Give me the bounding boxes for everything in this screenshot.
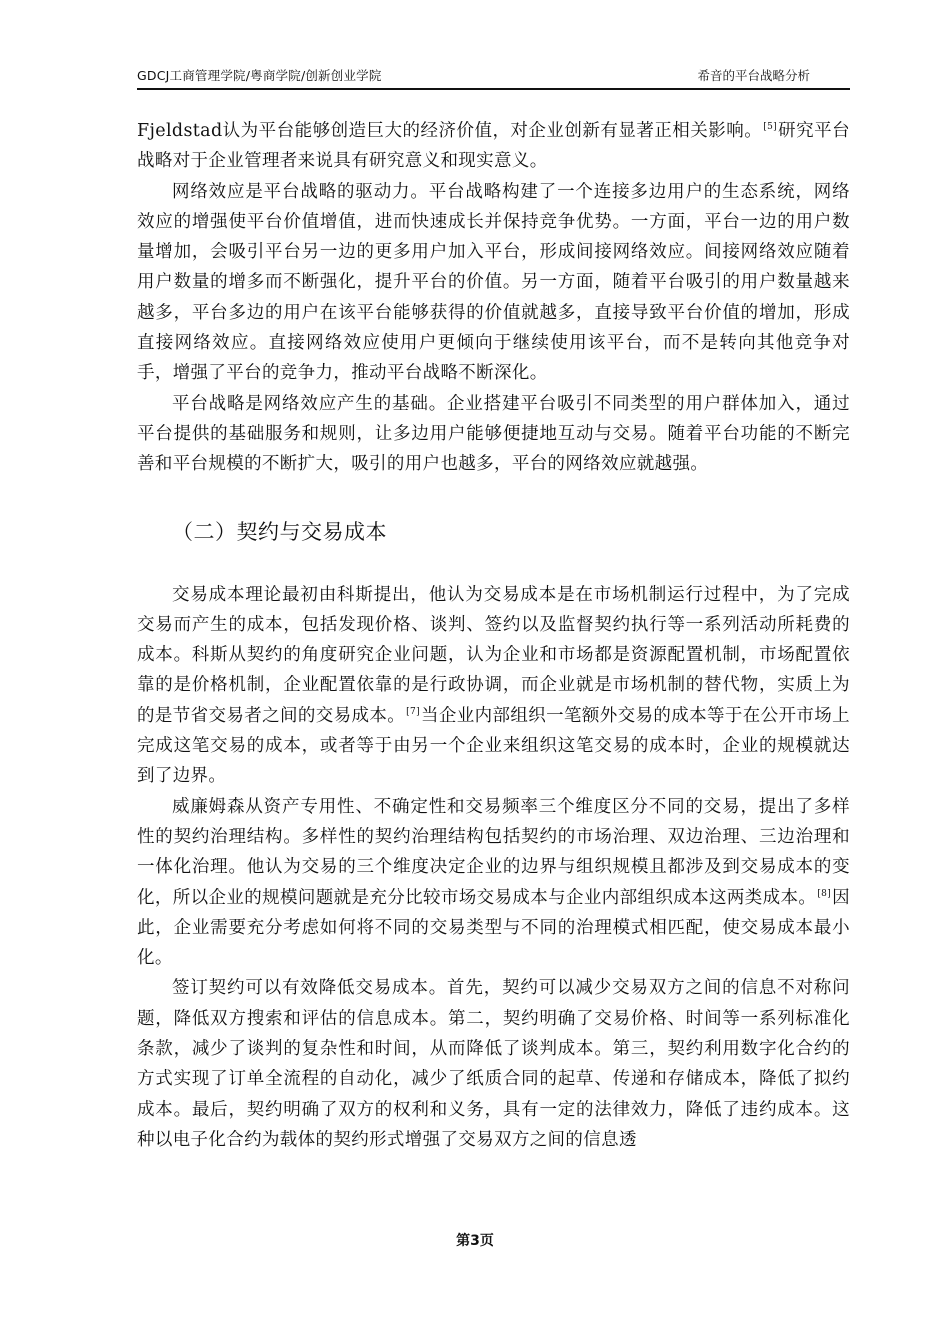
- paragraph-text: 签订契约可以有效降低交易成本。首先，契约可以减少交易双方之间的信息不对称问题，降低双方搜索和评估的信息成本。第二，契约明确了交易价格、时间等一系列标准化条款，减少了谈判的复杂性和时间，从而降低了谈判成本。第三，契约利用数字化合约的方式实现了订单全流程的自动化，减少了纸质合同的起草、传递和存储成本，降低了拟约成本。最后，契约明确了双方的权利和义务，具有一定的法律效力，降低了违约成本。这种以电子化合约为载体的契约形式增强了交易双方之间的信息透: [137, 978, 850, 1150]
- header-paper-title: 希音的平台战略分析: [697, 68, 810, 83]
- paragraph-text-tail: 研究平台战略对于企业管理者来说具有研究意义和现实意义。: [137, 121, 850, 172]
- citation-ref: [7]: [406, 706, 420, 717]
- paragraph-text: 平台战略是网络效应产生的基础。企业搭建平台吸引不同类型的用户群体加入，通过平台提供的基础服务和规则，让多边用户能够便捷地互动与交易。随着平台功能的不断完善和平台规模的不断扩大，吸引的用户也越多，平台的网络效应就越强。: [137, 393, 850, 475]
- citation-ref: [5]: [763, 122, 778, 132]
- paragraph-network-effect: [137, 177, 850, 389]
- paragraph-text: Fjeldstad认为平台能够创造巨大的经济价值，对企业创新有显著正相关影响。: [137, 121, 763, 141]
- paragraph-text-tail: 因此，企业需要充分考虑如何将不同的交易类型与不同的治理模式相匹配，使交易成本最小化。: [137, 887, 851, 969]
- citation-ref: [8]: [817, 888, 832, 899]
- paragraph-contract-cost: [137, 973, 850, 1155]
- paragraph-text: 交易成本理论最初由科斯提出，他认为交易成本是在市场机制运行过程中，为了完成交易而产生的成本，包括发现价格、谈判、签约以及监督契约执行等一系列活动所耗费的成本。科斯从契约的角度研究企业问题，认为企业和市场都是资源配置机制，市场配置依靠的是价格机制，企业配置依靠的是行政协调，而企业就是市场机制的替代物，实质上为的是节省交易者之间的交易成本。: [137, 584, 850, 726]
- header-institution: GDCJ工商管理学院/粤商学院/创新创业学院: [137, 68, 382, 83]
- paragraph-text: 网络效应是平台战略的驱动力。平台战略构建了一个连接多边用户的生态系统，网络效应的增强使平台价值增值，进而快速成长并保持竞争优势。一方面，平台一边的用户数量增加，会吸引平台另一边的更多用户加入平台，形成间接网络效应。间接网络效应随着用户数量的增多而不断强化，提升平台的价值。另一方面，随着平台吸引的用户数量越来越多，平台多边的用户在该平台能够获得的价值就越多，直接导致平台价值的增加，形成直接网络效应。直接网络效应使用户更倾向于继续使用该平台，而不是转向其他竞争对手，增强了平台的竞争力，推动平台战略不断深化。: [137, 181, 850, 384]
- paragraph-text: 威廉姆森从资产专用性、不确定性和交易频率三个维度区分不同的交易，提出了多样性的契约治理结构。多样性的契约治理结构包括契约的市场治理、双边治理、三边治理和一体化治理。他认为交易的三个维度决定企业的边界与组织规模且都涉及到交易成本的变化，所以企业的规模问题就是充分比较市场交易成本与企业内部组织成本这两类成本。: [137, 796, 850, 908]
- paragraph-platform-value: [137, 116, 850, 177]
- page-number: 第3页: [456, 1233, 494, 1249]
- running-header: [137, 66, 850, 90]
- paragraph-williamson: [137, 792, 850, 974]
- paragraph-text-tail: 当企业内部组织一笔额外交易的成本等于在公开市场上完成这笔交易的成本，或者等于由另一个企业来组织这笔交易的成本时，企业的规模就达到了边界。: [137, 705, 851, 787]
- page-body: [137, 116, 850, 1155]
- paragraph-transaction-cost-theory: [137, 580, 850, 792]
- section-heading: （二）契约与交易成本: [172, 519, 387, 544]
- paragraph-platform-basis: [137, 389, 850, 480]
